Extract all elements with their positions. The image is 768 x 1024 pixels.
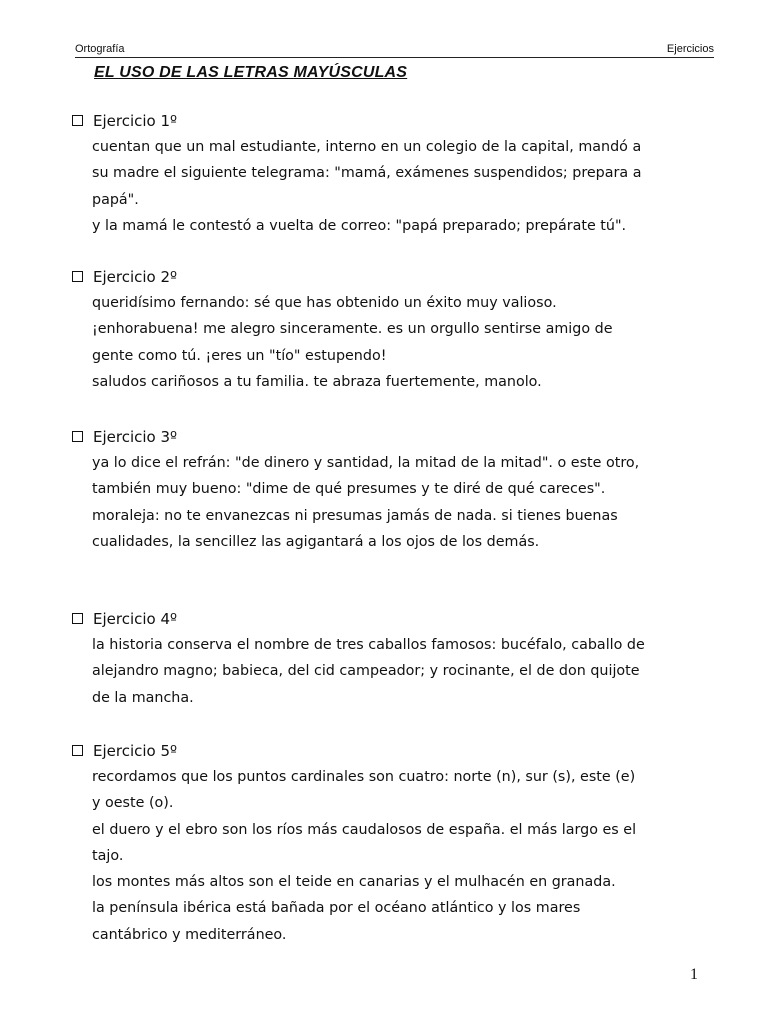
checkbox-icon (72, 271, 83, 282)
exercise-line: cantábrico y mediterráneo. (92, 926, 287, 943)
exercise-title: Ejercicio 3º (93, 428, 178, 446)
exercise-title: Ejercicio 1º (93, 112, 178, 130)
checkbox-icon (72, 115, 83, 126)
exercise-line: recordamos que los puntos cardinales son cuatro: norte (n), sur (s), este (e) (92, 769, 636, 785)
exercise-line: y oeste (o). (92, 795, 174, 812)
exercise-line: queridísimo fernando: sé que has obtenido un éxito muy valioso. (92, 295, 557, 311)
exercise-title: Ejercicio 2º (93, 268, 178, 286)
exercise-line: también muy bueno: "dime de qué presumes y te diré de qué careces". (92, 481, 606, 498)
exercise-heading (72, 264, 712, 290)
exercise-line: alejandro magno; babieca, del cid campeador; y rocinante, el de don quijote (92, 663, 640, 680)
checkbox-icon (72, 613, 83, 624)
exercise-line: la historia conserva el nombre de tres caballos famosos: bucéfalo, caballo de (92, 637, 645, 653)
exercise-line: de la mancha. (92, 689, 194, 706)
exercise-line: su madre el siguiente telegrama: "mamá, exámenes suspendidos; prepara a (92, 165, 642, 182)
exercise-line: ya lo dice el refrán: "de dinero y santidad, la mitad de la mitad". o este otro, (92, 455, 640, 471)
exercise-line: la península ibérica está bañada por el océano atlántico y los mares (92, 900, 581, 917)
exercise-1 (72, 108, 712, 239)
exercise-title: Ejercicio 5º (93, 742, 178, 760)
checkbox-icon (72, 745, 83, 756)
page-number: 1 (690, 966, 698, 983)
exercise-line: cuentan que un mal estudiante, interno en un colegio de la capital, mandó a (92, 139, 642, 155)
exercise-line: papá". (92, 191, 139, 208)
document-title: EL USO DE LAS LETRAS MAYÚSCULAS (94, 64, 408, 81)
exercise-line: moraleja: no te envanezcas ni presumas jamás de nada. si tienes buenas (92, 507, 618, 524)
exercise-line: tajo. (92, 847, 124, 864)
exercise-line: ¡enhorabuena! me alegro sinceramente. es un orgullo sentirse amigo de (92, 321, 613, 338)
exercise-line: saludos cariñosos a tu familia. te abraza fuertemente, manolo. (92, 373, 542, 390)
exercise-4 (72, 606, 712, 711)
header-section: Ejercicios (666, 43, 714, 55)
header-subject: Ortografía (75, 43, 125, 55)
exercise-heading (72, 108, 712, 134)
exercise-line: y la mamá le contestó a vuelta de correo: "papá preparado; prepárate tú". (92, 217, 627, 234)
exercise-title: Ejercicio 4º (93, 610, 178, 628)
exercise-line: el duero y el ebro son los ríos más caudalosos de españa. el más largo es el (92, 821, 637, 838)
exercise-line: los montes más altos son el teide en canarias y el mulhacén en granada. (92, 874, 616, 891)
exercise-line: gente como tú. ¡eres un "tío" estupendo! (92, 347, 387, 364)
exercise-5 (72, 738, 712, 948)
exercise-line: cualidades, la sencillez las agigantará a los ojos de los demás. (92, 533, 540, 550)
checkbox-icon (72, 431, 83, 442)
exercise-heading (72, 738, 712, 764)
exercise-3 (72, 424, 712, 555)
exercise-2 (72, 264, 712, 395)
exercise-heading (72, 606, 712, 632)
exercise-heading (72, 424, 712, 450)
page-header (75, 43, 714, 58)
